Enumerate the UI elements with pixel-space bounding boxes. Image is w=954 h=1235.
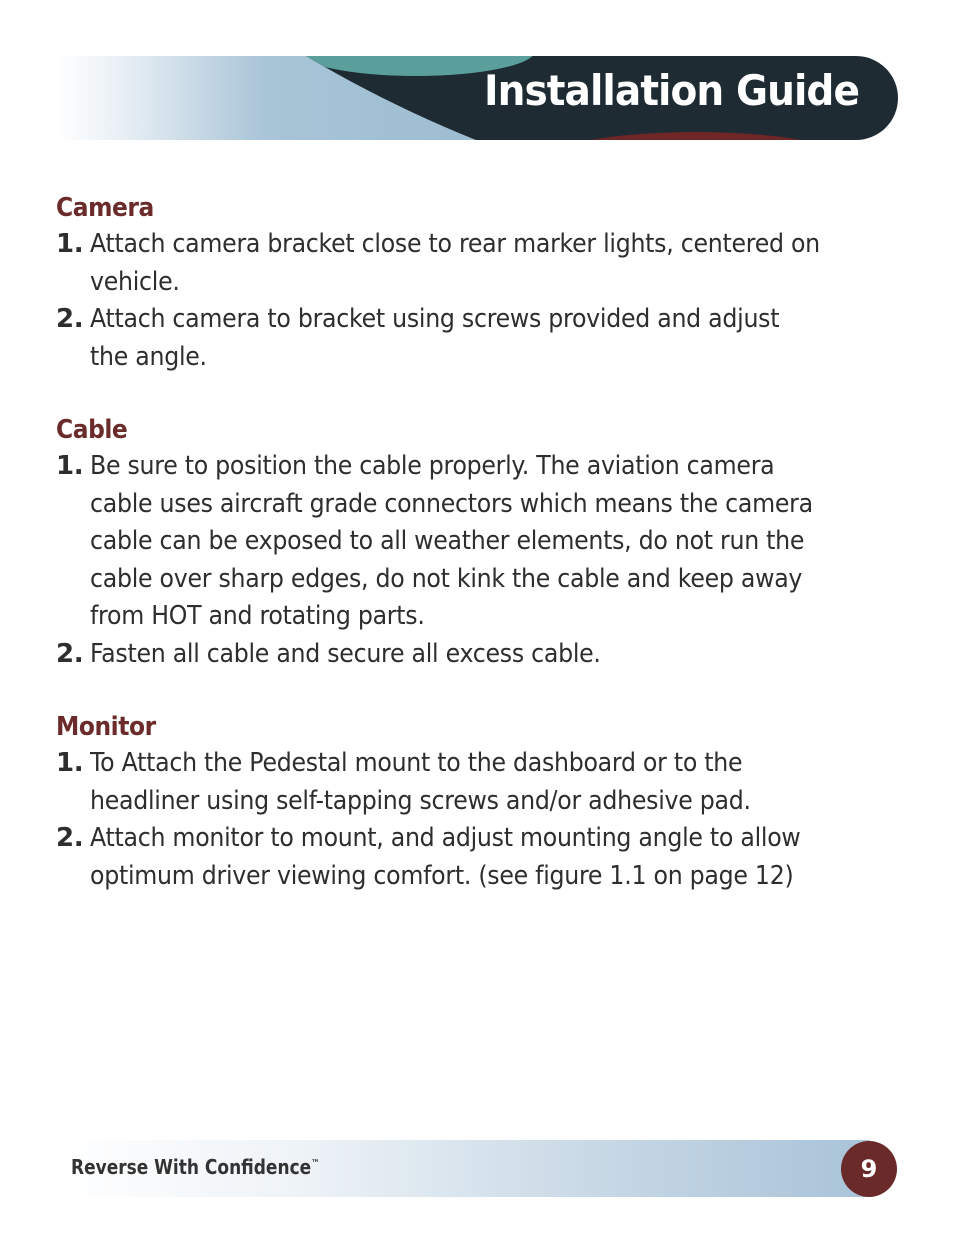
list-item xyxy=(56,820,896,895)
page-number-badge: 9 xyxy=(841,1141,897,1197)
list-item xyxy=(56,301,896,376)
page-title: Installation Guide xyxy=(484,66,860,115)
step-text: Attach camera bracket close to rear marker lights, centered on vehicle. xyxy=(90,229,820,297)
list-item xyxy=(56,636,896,674)
step-text: Attach camera to bracket using screws provided and adjust the angle. xyxy=(90,304,780,372)
list-item xyxy=(56,745,896,820)
step-text: Fasten all cable and secure all excess cable. xyxy=(90,638,601,669)
list-item xyxy=(56,226,896,301)
footer-brand-text: Reverse With Confidence xyxy=(71,1155,312,1179)
section-camera xyxy=(56,190,896,376)
section-cable xyxy=(56,412,896,673)
list-item xyxy=(56,448,896,636)
instructions-content xyxy=(56,190,896,931)
step-number: 2. xyxy=(56,638,84,669)
section-monitor xyxy=(56,709,896,895)
trademark-symbol: ™ xyxy=(311,1158,320,1170)
step-number: 2. xyxy=(56,304,84,334)
step-number: 1. xyxy=(56,748,84,778)
page-footer xyxy=(56,1140,898,1197)
step-text: To Attach the Pedestal mount to the dashboard or to the headliner using self-tapping screws and/or adhesive pad. xyxy=(90,748,751,816)
section-heading: Camera xyxy=(56,193,154,223)
step-text: Be sure to position the cable properly. The aviation camera cable uses aircraft grade connectors which means the camera cable can be exposed to all weather elements, do not run the cable over sharp edges, do not kink the cable and keep away from HOT and rotating parts. xyxy=(90,451,813,631)
step-number: 1. xyxy=(56,451,84,481)
header-banner xyxy=(56,56,898,140)
step-text: Attach monitor to mount, and adjust mounting angle to allow optimum driver viewing comfort. (see figure 1.1 on page 12) xyxy=(90,823,801,891)
section-heading: Cable xyxy=(56,415,128,445)
section-heading: Monitor xyxy=(56,712,156,742)
footer-brand xyxy=(71,1155,320,1179)
step-number: 1. xyxy=(56,229,84,259)
step-number: 2. xyxy=(56,823,84,853)
